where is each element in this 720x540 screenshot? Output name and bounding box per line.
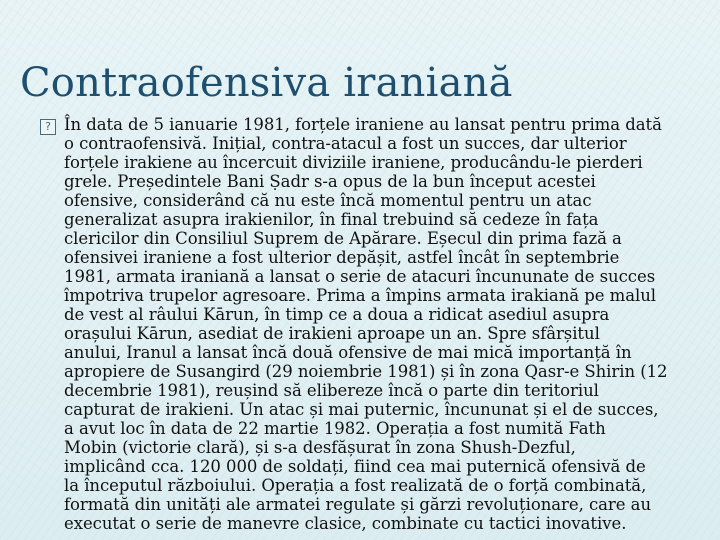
- paragraph-line: împotriva trupelor agresoare. Prima a împins armata irakiană pe malul: [64, 286, 657, 305]
- missing-glyph-bullet-icon: ?: [40, 119, 56, 135]
- paragraph-line: anului, Iranul a lansat încă două ofensive de mai mică importanță în: [64, 343, 632, 362]
- paragraph-line: de vest al râului Kārun, în timp ce a doua a ridicat asediul asupra: [64, 305, 610, 324]
- bullet-paragraph: [64, 115, 704, 533]
- paragraph-line: formată din unități ale armatei regulate și gărzi revoluționare, care au: [64, 495, 652, 514]
- paragraph-line: executat o serie de manevre clasice, combinate cu tactici inovative.: [64, 514, 627, 533]
- paragraph-line: la începutul războiului. Operația a fost realizată de o forță combinată,: [64, 476, 647, 495]
- paragraph-line: capturat de irakieni. Un atac și mai puternic, încununat și el de succes,: [64, 400, 659, 419]
- paragraph-line: o contraofensivă. Inițial, contra-atacul a fost un succes, dar ulterior: [64, 134, 627, 153]
- paragraph-line: forțele irakiene au încercuit diviziile iraniene, producându-le pierderi: [64, 153, 643, 172]
- slide-title: Contraofensiva iraniană: [20, 60, 513, 106]
- paragraph-line: Mobin (victorie clară), și s-a desfășurat în zona Shush-Dezful,: [64, 438, 576, 457]
- paragraph-line: implicând cca. 120 000 de soldați, fiind cea mai puternică ofensivă de: [64, 457, 646, 476]
- paragraph-line: orașului Kārun, asediat de irakieni aproape un an. Spre sfârșitul: [64, 324, 600, 343]
- paragraph-line: grele. Președintele Bani Ṣadr s-a opus de la bun început acestei: [64, 172, 596, 191]
- paragraph-line: apropiere de Susangird (29 noiembrie 1981) și în zona Qasr-e Shirin (12: [64, 362, 668, 381]
- paragraph-line: generalizat asupra irakienilor, în final trebuind să cedeze în fața: [64, 210, 599, 229]
- paragraph-line: ofensive, considerând că nu este încă momentul pentru un atac: [64, 191, 592, 210]
- paragraph-line: a avut loc în data de 22 martie 1982. Operația a fost numită Fath: [64, 419, 606, 438]
- paragraph-line: clericilor din Consiliul Suprem de Apărare. Eșecul din prima fază a: [64, 229, 622, 248]
- paragraph-line: În data de 5 ianuarie 1981, forțele iraniene au lansat pentru prima dată: [64, 115, 662, 134]
- paragraph-line: 1981, armata iraniană a lansat o serie de atacuri încununate de succes: [64, 267, 656, 286]
- paragraph-line: ofensivei iraniene a fost ulterior depășit, astfel încât în septembrie: [64, 248, 620, 267]
- paragraph-line: decembrie 1981), reușind să elibereze încă o parte din teritoriul: [64, 381, 599, 400]
